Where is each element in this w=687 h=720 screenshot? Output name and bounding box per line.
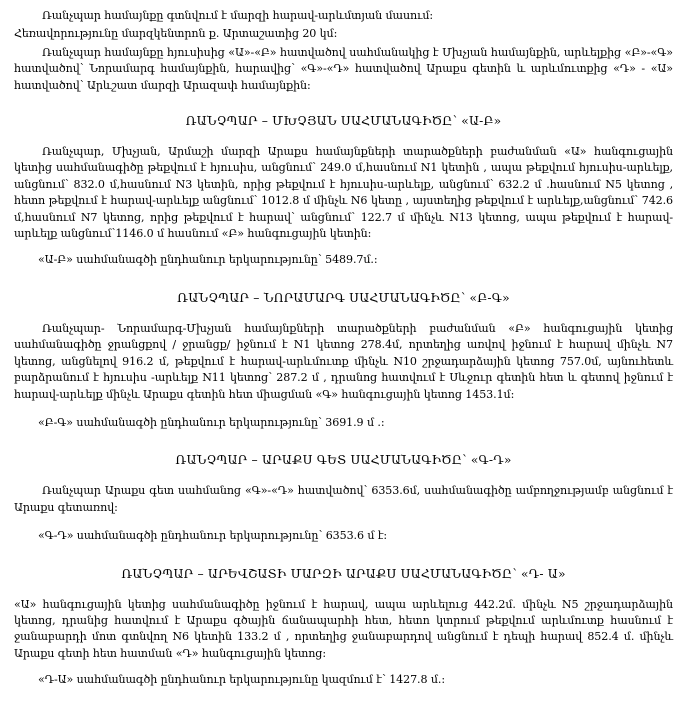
paragraph-section-b-g: Ռանչպար- Նորամարգ-Մխչյան համայնքների տարածքների բաժանման «Բ» հանգուցային կետից սահմանագիծը ջրանցքով / ջրանցք/ իջնում է N1 կետոց 278.4մ, որտեղից առվով իջնում է հարավ մինչև N7 կետոց, անցնելով 916.2 մ, թեքվում է հարավ-արևմուտք մինչև N10 շրջադարձային կետոց 757.0մ, այնուհետև բարձրանում է հյուսիս -արևելք N11 կետոց՝ 287.2 մ , դրանոց հատվում է Սևջուր գետին հետ և գետով իջնում է հարավ-արևելք մինչև Արաքս գետին հետ միացման «Գ» հանգուցային կետոց 1453.1մ: [14, 321, 673, 401]
section-heading-d-a: ՌԱՆՉՊԱՐ – ԱՐԵՎՇԱՏԻ ՄԱՐԶԻ ԱՐԱՔՍ ՍԱՀՄԱՆԱԳԻԾԸ՝ «Դ- Ա» [121, 566, 566, 581]
section-heading-b-g: ՌԱՆՉՊԱՐ – ՆՈՐԱՄԱՐԳ ՍԱՀՄԱՆԱԳԻԾԸ՝ «Բ-Գ» [177, 290, 510, 305]
paragraph-intro-2: Հեռավորությունը մարզկենտրոն ք. Արտաշատից 20 կմ: [14, 27, 338, 41]
quote-length-d-a: «Դ-Ա» սահմանագծի ընդհանուր երկարությունը կազմում է՝ 1427.8 մ.: [38, 673, 445, 687]
paragraph-intro-3: Ռանչպար համայնքը հյուսիսից «Ա»-«Բ» հատվածով սահմանակից է Մխչյան համայնքին, արևելքից «Բ»-«Գ» հատվածով՝ Նորամարգ համայնքին, հարավից՝ «Գ»-«Դ» հատվածով Արաքս գետին և արևմուտքից «Դ» - «Ա» հատվածով՝ Արևշատ մարզի Արազափ համայնքին: [14, 45, 673, 92]
paragraph-section-g-d: Ռանչպար Արաքս գետ սահմանոց «Գ»-«Դ» հատվածով՝ 6353.6մ, սահմանագիծը ամբողջությամբ անցնում է Արաքս գետառով: [14, 484, 673, 514]
quote-length-g-d: «Գ-Դ» սահմանագծի ընդհանուր երկարությունը՝ 6353.6 մ է: [38, 529, 388, 543]
quote-length-a-b: «Ա-Բ» սահմանագծի ընդհանուր երկարությունը՝ 5489.7մ.: [38, 253, 378, 267]
paragraph-section-d-a: «Ա» հանգուցային կետից սահմանագիծը իջնում է հարավ, ապա արևելուց 442.2մ. մինչև N5 շրջադարձային կետոց, դրանից հատվում է Արաքս գծային ճանապարհի հետ, հետո կտրում թեքվում արևմուտք հասնում է ջանաբարդի մոտ գտնվող N6 կետին 133.2 մ , որտեղից ջանաբարդով անցնում է դեպի հարավ 852.4 մ. մինչև Արաքս գետի հետ հատման «Դ» հանգուցային կետոց: [14, 597, 673, 660]
paragraph-section-a-b: Ռանչպար, Մխչյան, Արմաշի մարզի Արաքս համայնքների տարածքների բաժանման «Ա» հանգուցային կետից սահմանագիծը թեքվում է հյուսիս, անցնում՝ 249.0 մ,հասնում N1 կետին , ապա թեքվում հյուսիս-արևելք, անցնում՝ 832.0 մ,հասնում N3 կետին, որից թեքվում է հյուսիս-արևելք, անցնում՝ 632.2 մ .հասնում N5 կետոց , հետո թեքվում է հարավ-արևելք անցնում՝ 1012.8 մ մինչև N6 կետը , այստեղից թեքվում է արևելք,անցնում՝ 742.6 մ,հասնում N7 կետոց, որից թեքվում է հարավ՝ անցնում՝ 122.7 մ մինչև N13 կետոց, ապա թեքվում է հարավ-արևելք անցնում՝1146.0 մ հասնում «Բ» հանգուցային կետին: [14, 145, 673, 241]
section-heading-a-b: ՌԱՆՉՊԱՐ – ՄԽՉՅԱՆ ՍԱՀՄԱՆԱԳԻԾԸ՝ «Ա-Բ» [185, 114, 502, 129]
paragraph-intro-1: Ռանչպար համայնքը գտնվում է մարզի հարավ-արևմտյան մասում: [42, 9, 434, 22]
quote-length-b-g: «Բ-Գ» սահմանագծի ընդհանուր երկարությունը՝ 3691.9 մ .: [38, 415, 385, 429]
section-heading-g-d: ՌԱՆՉՊԱՐ – ԱՐԱՔՍ ԳԵՏ ՍԱՀՄԱՆԱԳԻԾԸ՝ «Գ-Դ» [175, 453, 512, 468]
